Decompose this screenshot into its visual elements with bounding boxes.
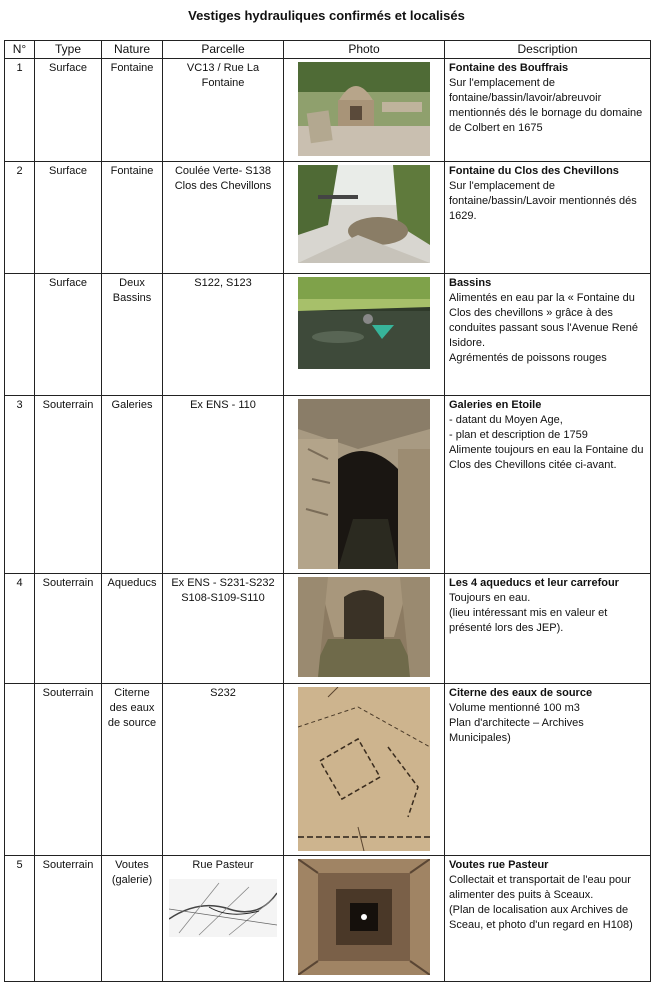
header-num: N° [5,41,35,59]
cell-nature [102,574,163,684]
table-row [5,59,651,162]
cell-type: Souterrain [35,574,102,684]
cell-nature [102,396,163,574]
table-row [5,274,651,396]
cell-num: 5 [5,856,35,982]
cell-nature [102,856,163,982]
cell-type: Surface [35,274,102,396]
garden-fountain-photo [298,165,430,263]
parcelle-line: Rue Pasteur [192,859,254,871]
description-line: Collectait et transportait de l'eau pour alimenter des puits à Sceaux. [449,874,631,901]
cell-num [5,684,35,856]
nature-line: des eaux [109,702,155,714]
cell-num [5,274,35,396]
cell-description [445,59,651,162]
nature-line: Galeries [111,399,153,411]
header-type: Type [35,41,102,59]
description-title: Fontaine du Clos des Chevillons [449,165,619,177]
parcelle-line: Coulée Verte- S138 [174,165,271,177]
cell-description [445,574,651,684]
page-title: Vestiges hydrauliques confirmés et localisés [188,8,465,23]
nature-line: Deux [119,277,145,289]
cell-photo [284,162,445,274]
parcelle-line: S122, S123 [194,277,252,289]
cell-num: 3 [5,396,35,574]
description-title: Les 4 aqueducs et leur carrefour [449,577,619,589]
fountain-garden-photo [298,62,430,156]
cell-parcelle [163,856,284,982]
cell-parcelle [163,574,284,684]
architect-plan-photo [298,687,430,851]
parcelle-line: Clos des Chevillons [174,180,272,192]
pond-photo [298,277,430,369]
location-map-sketch [169,879,277,937]
header-nature: Nature [102,41,163,59]
cell-description [445,162,651,274]
cell-type: Souterrain [35,684,102,856]
cell-parcelle [163,684,284,856]
nature-line: Fontaine [110,165,154,177]
cell-photo [284,274,445,396]
cell-parcelle [163,162,284,274]
cell-parcelle [163,274,284,396]
nature-line: Voutes [115,859,149,871]
cell-type: Souterrain [35,396,102,574]
description-line: - datant du Moyen Age, [449,414,563,426]
header-photo: Photo [284,41,445,59]
table-row [5,684,651,856]
cell-num: 4 [5,574,35,684]
nature-line: Aqueducs [107,577,157,589]
cell-nature [102,274,163,396]
nature-line: Fontaine [110,62,154,74]
description-line: Toujours en eau. [449,592,531,604]
parcelle-line: S108-S109-S110 [181,592,265,604]
table-row [5,396,651,574]
header-description: Description [445,41,651,59]
table-row [5,856,651,982]
nature-line: Citerne [114,687,150,699]
cell-photo [284,856,445,982]
cell-photo [284,574,445,684]
cell-photo [284,59,445,162]
description-line: Volume mentionné 100 m3 [449,702,580,714]
cell-description [445,396,651,574]
nature-line: de source [107,717,157,729]
aqueduct-photo [298,577,430,677]
cell-type: Souterrain [35,856,102,982]
nature-line: (galerie) [111,874,153,886]
cell-description [445,684,651,856]
cell-parcelle [163,59,284,162]
parcelle-line: Ex ENS - 110 [190,399,256,411]
cell-description [445,274,651,396]
description-line: Sur l'emplacement de fontaine/bassin/Lavoir mentionnés dés 1629. [449,180,637,222]
vestiges-table [4,40,651,982]
description-line: (lieu intéressant mis en valeur et présenté lors des JEP). [449,607,608,634]
cell-photo [284,396,445,574]
gallery-tunnel-photo [298,399,430,569]
well-shaft-photo [298,859,430,975]
table-row [5,162,651,274]
nature-line: Bassins [112,292,152,304]
description-line: Alimente toujours en eau la Fontaine du Clos des Chevillons citée ci-avant. [449,444,644,471]
description-line: (Plan de localisation aux Archives de Sceau, et photo d'un regard en H108) [449,904,633,931]
table-row [5,574,651,684]
cell-description [445,856,651,982]
cell-num: 2 [5,162,35,274]
cell-num: 1 [5,59,35,162]
header-row [5,41,651,59]
description-line: Alimentés en eau par la « Fontaine du Clos des chevillons » grâce à des conduites passant sous l'Avenue René Isidore. [449,292,639,349]
parcelle-line: VC13 / Rue La Fontaine [186,62,260,89]
description-line: - plan et description de 1759 [449,429,588,441]
parcelle-line: Ex ENS - S231-S232 [171,577,275,589]
cell-type: Surface [35,59,102,162]
cell-nature [102,684,163,856]
description-title: Bassins [449,277,492,289]
description-line: Sur l'emplacement de fontaine/bassin/lavoir/abreuvoir mentionnés dés le bornage du domaine de Colbert en 1675 [449,77,643,134]
description-title: Citerne des eaux de source [449,687,593,699]
description-title: Fontaine des Bouffrais [449,62,569,74]
cell-nature [102,59,163,162]
cell-parcelle [163,396,284,574]
cell-photo [284,684,445,856]
header-parcelle: Parcelle [163,41,284,59]
description-line: Plan d'architecte – Archives Municipales) [449,717,584,744]
cell-nature [102,162,163,274]
description-line: Agrémentés de poissons rouges [449,352,607,364]
description-title: Galeries en Etoile [449,399,542,411]
parcelle-line: S232 [210,687,236,699]
cell-type: Surface [35,162,102,274]
description-title: Voutes rue Pasteur [449,859,549,871]
